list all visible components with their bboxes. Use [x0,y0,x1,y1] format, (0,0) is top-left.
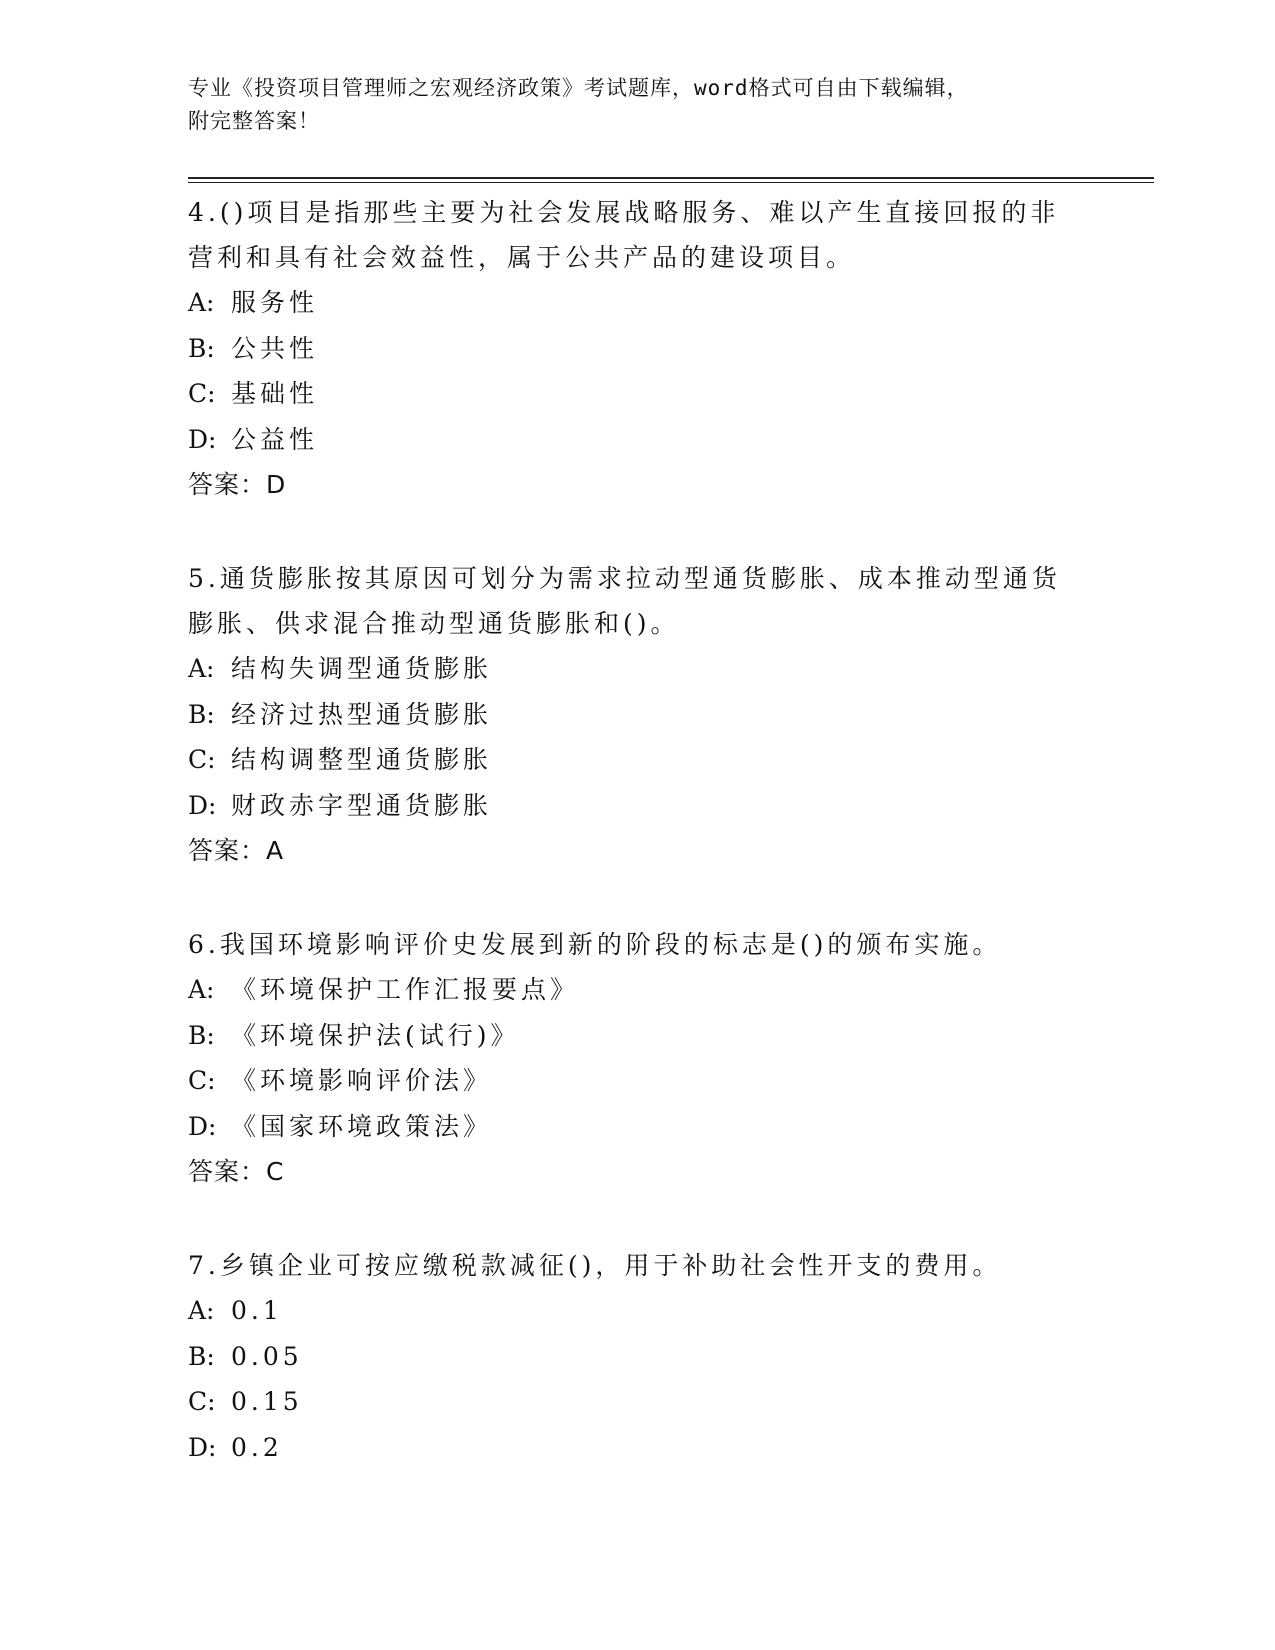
option-text: 0.15 [231,1387,303,1416]
option-b [188,692,1088,738]
document-header [188,72,1088,138]
option-text: 0.1 [231,1296,283,1325]
answer-line: 答案：C [188,1157,285,1186]
option-label: D: [188,790,217,820]
option-label: A: [188,288,215,317]
option-label: B: [188,1341,215,1371]
header-divider-thin [188,182,1154,183]
option-text: 基础性 [231,379,319,408]
option-text: 公益性 [231,424,319,454]
header-line-2: 附完整答案！ [188,109,320,133]
option-d [188,1104,1088,1150]
option-text: 经济过热型通货膨胀 [231,699,493,729]
option-a [188,280,1088,326]
option-label: C: [188,1387,216,1416]
option-c [188,1058,1088,1104]
option-text: 《国家环境政策法》 [231,1111,493,1141]
option-label: C: [188,745,216,774]
question-stem: 7.乡镇企业可按应缴税款减征()，用于补助社会性开支的费用。 [188,1251,1002,1280]
question-5 [188,556,1088,873]
option-label: B: [188,333,215,363]
option-label: A: [188,975,215,1004]
question-stem: 6.我国环境影响评价史发展到新的阶段的标志是()的颁布实施。 [188,930,1002,959]
option-text: 0.05 [231,1341,303,1371]
option-label: A: [188,1296,215,1325]
option-label: D: [188,1111,217,1141]
question-list [188,190,1088,1519]
option-label: B: [188,699,215,729]
option-a [188,646,1088,692]
option-label: C: [188,1066,216,1095]
option-d [188,417,1088,463]
option-d [188,783,1088,829]
option-label: A: [188,654,215,683]
question-stem: 4.()项目是指那些主要为社会发展战略服务、难以产生直接回报的非营利和具有社会效益性，属于公共产品的建设项目。 [188,198,1060,272]
option-text: 公共性 [231,333,319,363]
answer-line: 答案：D [188,470,287,499]
option-d [188,1425,1088,1471]
option-text: 结构调整型通货膨胀 [231,745,493,774]
question-stem: 5.通货膨胀按其原因可划分为需求拉动型通货膨胀、成本推动型通货膨胀、供求混合推动型通货膨胀和()。 [188,564,1061,638]
answer-line: 答案：A [188,836,285,865]
option-text: 结构失调型通货膨胀 [231,654,493,683]
option-c [188,1379,1088,1425]
option-text: 《环境保护工作汇报要点》 [231,975,580,1004]
option-label: B: [188,1020,215,1050]
option-text: 0.2 [231,1432,283,1462]
header-divider-thick [188,177,1154,179]
option-a [188,967,1088,1013]
option-text: 《环境影响评价法》 [231,1066,493,1095]
question-4 [188,190,1088,507]
option-label: C: [188,379,216,408]
option-c [188,371,1088,417]
option-label: D: [188,424,217,454]
option-text: 财政赤字型通货膨胀 [231,790,493,820]
option-b [188,1334,1088,1380]
option-text: 服务性 [231,288,319,317]
option-text: 《环境保护法(试行)》 [231,1020,520,1050]
option-c [188,737,1088,783]
option-label: D: [188,1432,217,1462]
header-line-1: 专业《投资项目管理师之宏观经济政策》考试题库，word格式可自由下载编辑， [188,76,969,100]
question-6 [188,922,1088,1194]
option-b [188,1013,1088,1059]
option-b [188,326,1088,372]
question-7 [188,1243,1088,1470]
option-a [188,1288,1088,1334]
